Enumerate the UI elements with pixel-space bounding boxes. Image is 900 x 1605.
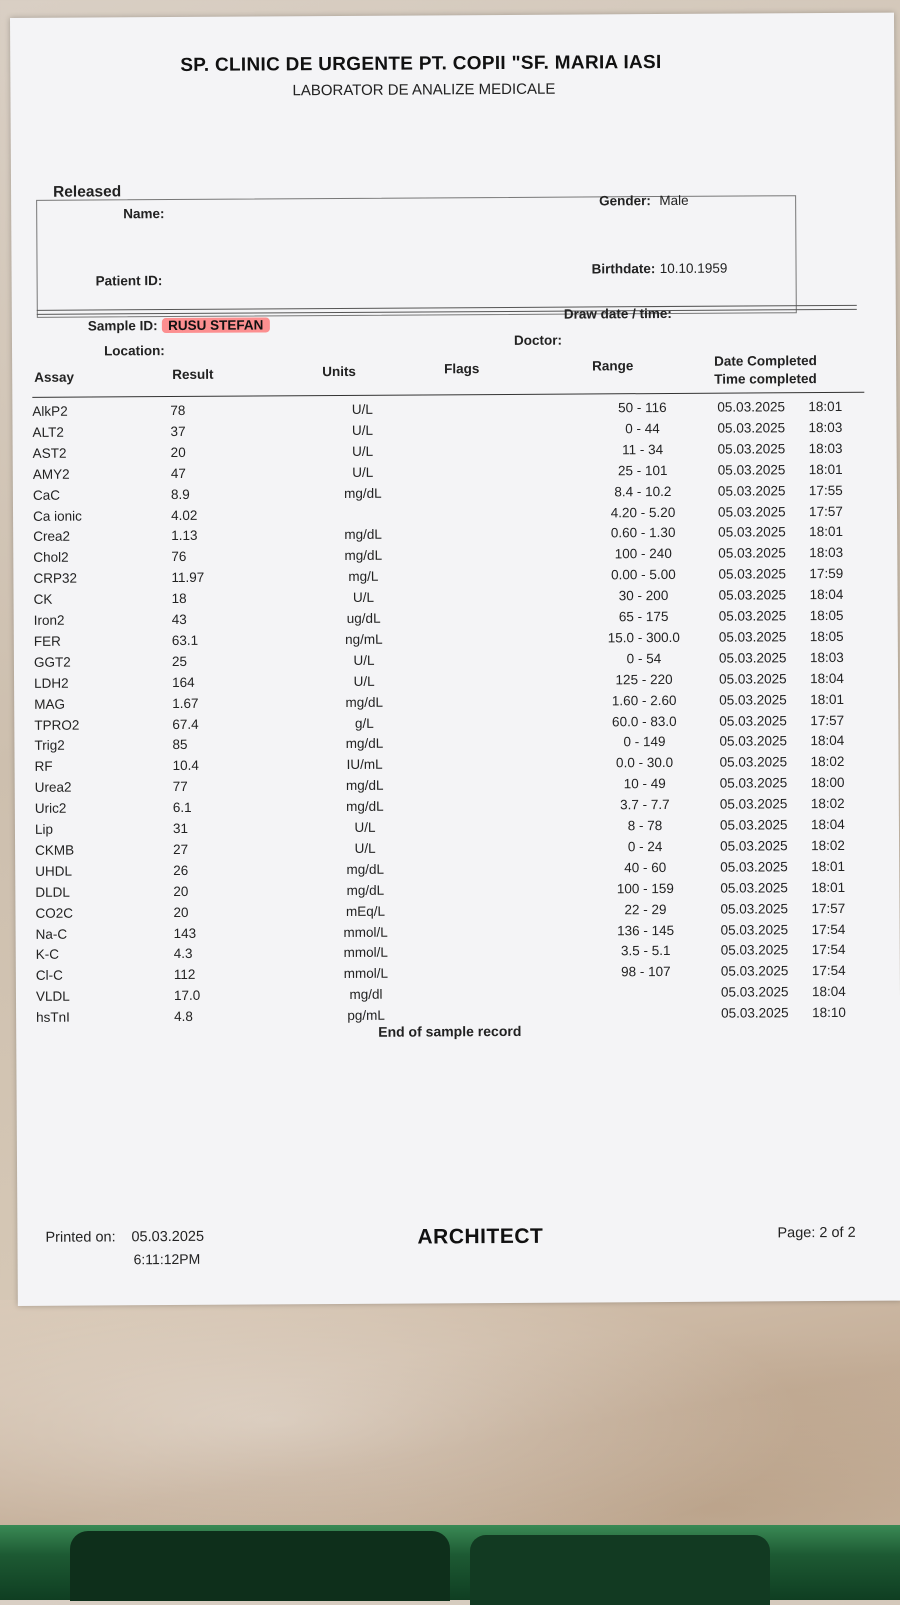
units-cell: U/L [353,673,375,689]
result-cell: 26 [173,862,189,878]
gender-value: Male [659,192,689,209]
result-cell: 20 [173,883,189,899]
time-cell: 18:01 [811,879,846,895]
end-of-record: End of sample record [378,1022,522,1040]
date-cell: 05.03.2025 [719,817,788,833]
result-cell: 112 [173,967,196,983]
date-cell: 05.03.2025 [718,524,786,541]
assay-cell: Iron2 [33,612,65,628]
units-cell: IU/mL [346,757,383,773]
units-cell: mg/dL [346,798,384,815]
time-cell: 18:03 [809,649,844,665]
result-cell: 47 [170,465,186,481]
result-cell: 27 [173,841,189,857]
assay-cell: K-C [35,947,60,963]
gender-label: Gender: [599,193,651,209]
range-cell: 8.4 - 10.2 [614,483,672,499]
sample-id-value: RUSU STEFAN [162,317,269,333]
date-cell: 05.03.2025 [720,984,789,1000]
col-date-completed: Date Completed [714,353,817,369]
range-cell: 98 - 107 [621,964,671,980]
date-cell: 05.03.2025 [718,650,787,666]
date-cell: 05.03.2025 [717,420,786,436]
date-cell: 05.03.2025 [718,545,786,561]
units-cell: g/L [354,715,374,731]
range-cell [586,1006,706,1007]
range-cell: 11 - 34 [622,441,664,458]
date-cell: 05.03.2025 [717,503,786,520]
units-cell: mg/dL [345,736,384,752]
time-cell: 18:04 [810,816,845,833]
lab-report-page [10,13,900,1306]
result-cell: 164 [172,674,195,690]
assay-cell: CRP32 [33,570,78,587]
result-cell: 1.67 [172,695,199,711]
result-cell: 31 [172,820,189,837]
time-cell: 18:05 [809,628,844,645]
result-cell: 17.0 [173,988,201,1004]
units-cell: mmol/L [343,945,388,961]
date-cell: 05.03.2025 [718,587,787,603]
units-cell: mg/L [348,568,379,585]
time-cell: 17:54 [811,942,846,958]
date-cell: 05.03.2025 [717,482,786,499]
doctor-label: Doctor: [513,332,563,348]
green-cloth [0,1525,900,1600]
printed-date: 05.03.2025 [131,1228,205,1246]
time-cell: 18:01 [809,524,843,540]
units-cell: mg/dL [345,694,383,710]
result-cell: 18 [171,591,187,607]
date-cell: 05.03.2025 [719,670,787,687]
assay-cell: DLDL [35,884,70,900]
assay-cell: CKMB [35,842,75,858]
date-cell: 05.03.2025 [720,838,788,854]
result-cell: 78 [170,402,186,419]
units-cell: mmol/L [343,924,388,940]
result-cell: 25 [171,653,188,669]
assay-cell: CaC [32,487,60,503]
range-cell: 1.60 - 2.60 [611,692,677,708]
result-cell: 4.02 [170,507,198,523]
units-cell: mg/dL [345,777,384,794]
range-cell: 0 - 24 [627,838,663,855]
date-cell: 05.03.2025 [719,712,787,729]
col-result: Result [172,366,214,383]
date-cell: 05.03.2025 [717,461,786,478]
result-cell: 67.4 [172,716,199,732]
sample-id-field [88,316,270,335]
date-cell: 05.03.2025 [717,441,786,457]
assay-cell: Trig2 [34,738,65,754]
time-cell: 18:04 [811,984,846,1000]
result-cell: 143 [173,925,197,941]
range-cell: 0.60 - 1.30 [610,525,676,541]
units-cell: mEq/L [345,903,386,919]
time-cell: 18:02 [810,754,845,770]
range-cell: 10 - 49 [623,776,666,792]
time-cell: 18:02 [811,837,845,854]
range-cell: 60.0 - 83.0 [611,713,677,729]
range-cell: 40 - 60 [624,859,667,876]
units-cell: mg/dL [344,485,382,501]
header-rule [32,392,864,398]
units-cell: U/L [354,840,376,856]
result-cell: 77 [172,779,188,795]
printed-on-label: Printed on: [45,1229,116,1246]
result-cell: 4.3 [173,946,193,962]
printed-time: 6:11:12PM [133,1250,201,1268]
time-cell: 18:04 [810,733,845,749]
lab-subtitle: LABORATOR DE ANALIZE MEDICALE [292,80,556,100]
name-label: Name: [123,206,165,222]
range-cell: 3.7 - 7.7 [620,797,670,813]
units-cell: U/L [351,401,373,417]
time-cell: 17:59 [809,566,844,582]
range-cell: 65 - 175 [618,608,669,625]
result-cell: 20 [173,904,189,920]
time-cell: 18:01 [810,691,845,707]
assay-cell: RF [34,759,53,775]
result-cell: 85 [172,737,188,753]
col-units: Units [322,363,356,380]
assay-cell: AST2 [32,445,67,461]
date-cell: 05.03.2025 [719,796,788,812]
architect-brand: ARCHITECT [417,1224,544,1249]
assay-cell: Chol2 [33,549,69,566]
clinic-title: SP. CLINIC DE URGENTE PT. COPII "SF. MARIA IASI [180,52,662,76]
result-cell: 37 [170,423,186,439]
page-number: Page: 2 of 2 [777,1224,856,1242]
units-cell: ng/mL [344,631,383,647]
draw-date-label: Draw date / time: [563,305,672,322]
date-cell: 05.03.2025 [720,900,789,917]
assay-cell: TPRO2 [34,717,80,733]
range-cell: 0 - 44 [625,420,660,437]
units-cell: U/L [351,422,374,438]
time-cell: 17:57 [811,900,846,916]
range-cell: 0.0 - 30.0 [615,755,674,771]
units-cell: mmol/L [343,966,389,982]
time-cell: 17:55 [808,482,843,498]
range-cell: 4.20 - 5.20 [610,504,676,520]
result-cell: 6.1 [172,799,192,816]
units-cell: mg/dl [349,986,383,1003]
range-cell: 125 - 220 [615,671,673,688]
assay-cell: FER [33,633,61,649]
assay-cell: AMY2 [32,466,70,482]
assay-cell: GGT2 [33,654,71,670]
result-cell: 1.13 [171,528,198,544]
assay-cell: Uric2 [34,800,67,816]
assay-cell: hsTnI [36,1009,70,1025]
result-cell: 4.8 [174,1008,193,1025]
assay-cell: Na-C [35,926,68,942]
date-cell: 05.03.2025 [719,691,787,708]
date-cell: 05.03.2025 [718,608,787,624]
units-cell: U/L [354,819,376,835]
range-cell: 0 - 149 [623,734,666,750]
assay-cell: UHDL [35,863,73,879]
range-cell: 22 - 29 [624,901,667,917]
date-cell: 05.03.2025 [717,399,786,415]
result-cell: 76 [171,549,187,565]
units-cell: mg/dL [346,861,385,877]
result-cell: 11.97 [171,570,205,586]
assay-cell: Urea2 [34,779,72,796]
time-cell: 18:03 [808,419,843,436]
range-cell: 15.0 - 300.0 [607,629,680,646]
assay-cell: Ca ionic [32,508,82,524]
date-cell: 05.03.2025 [720,921,789,938]
col-range: Range [592,358,634,374]
result-cell: 43 [171,611,187,628]
time-cell: 18:03 [808,440,843,456]
birthdate-value: 10.10.1959 [659,260,728,277]
time-cell: 17:54 [811,921,846,937]
time-cell: 18:01 [811,858,846,874]
result-cell: 10.4 [172,758,199,774]
time-cell: 18:03 [809,545,844,561]
units-cell: U/L [352,589,375,606]
time-cell: 18:00 [810,775,845,791]
range-cell: 100 - 240 [614,546,672,562]
time-cell: 18:10 [812,1005,846,1021]
date-cell: 05.03.2025 [718,566,787,582]
units-cell: pg/mL [347,1007,385,1024]
patient-id-label: Patient ID: [95,273,163,289]
date-cell: 05.03.2025 [719,733,788,750]
date-cell: 05.03.2025 [720,963,789,979]
assay-cell: CK [33,591,53,607]
range-cell [586,985,706,986]
time-cell: 18:01 [808,398,843,415]
assay-cell: Crea2 [33,529,70,545]
assay-cell: Cl-C [35,967,63,984]
gender-field [599,192,689,211]
assay-cell: MAG [34,696,66,712]
range-cell: 30 - 200 [618,588,669,604]
time-cell: 17:57 [810,712,845,728]
birthdate-label: Birthdate: [591,261,656,277]
col-flags: Flags [444,361,480,377]
range-cell: 3.5 - 5.1 [620,943,671,959]
date-cell: 05.03.2025 [721,1005,789,1021]
units-cell: U/L [352,464,374,480]
result-cell: 63.1 [171,632,199,648]
time-cell: 18:02 [810,796,845,812]
time-cell: 18:04 [810,670,844,686]
date-cell: 05.03.2025 [720,879,788,896]
result-cell: 20 [170,444,186,460]
units-cell: mg/dL [344,527,382,543]
assay-cell: LDH2 [34,675,69,691]
units-cell: ug/dL [346,610,381,626]
location-label: Location: [103,343,165,359]
result-cell: 8.9 [170,486,190,502]
date-cell: 05.03.2025 [719,754,788,770]
time-cell: 18:04 [809,587,844,603]
col-time-completed: Time completed [714,371,817,387]
time-cell: 18:05 [809,607,844,624]
units-cell: mg/dL [344,548,383,564]
date-cell: 05.03.2025 [718,629,787,645]
range-cell: 0.00 - 5.00 [611,567,676,583]
assay-cell: CO2C [35,905,74,921]
range-cell: 136 - 145 [617,922,675,938]
units-cell: U/L [353,652,375,668]
units-cell: mg/dL [346,882,385,898]
status-released: Released [53,183,122,201]
assay-cell: Lip [34,821,54,837]
date-cell: 05.03.2025 [720,942,789,959]
range-cell: 100 - 159 [616,880,674,896]
range-cell: 8 - 78 [627,818,663,834]
time-cell: 17:54 [811,963,846,979]
assay-cell: AlkP2 [32,403,68,419]
time-cell: 17:57 [808,503,843,519]
time-cell: 18:01 [808,461,843,477]
range-cell: 50 - 116 [618,399,667,416]
range-cell: 0 - 54 [626,650,662,667]
assay-cell: ALT2 [32,424,64,440]
date-cell: 05.03.2025 [720,859,788,875]
units-cell [313,506,413,507]
sample-id-label: Sample ID: [87,318,158,334]
birthdate-field [591,260,727,279]
units-cell: U/L [352,443,374,459]
date-cell: 05.03.2025 [719,775,788,791]
col-assay: Assay [34,369,75,385]
range-cell: 25 - 101 [617,462,668,478]
assay-cell: VLDL [35,988,70,1005]
